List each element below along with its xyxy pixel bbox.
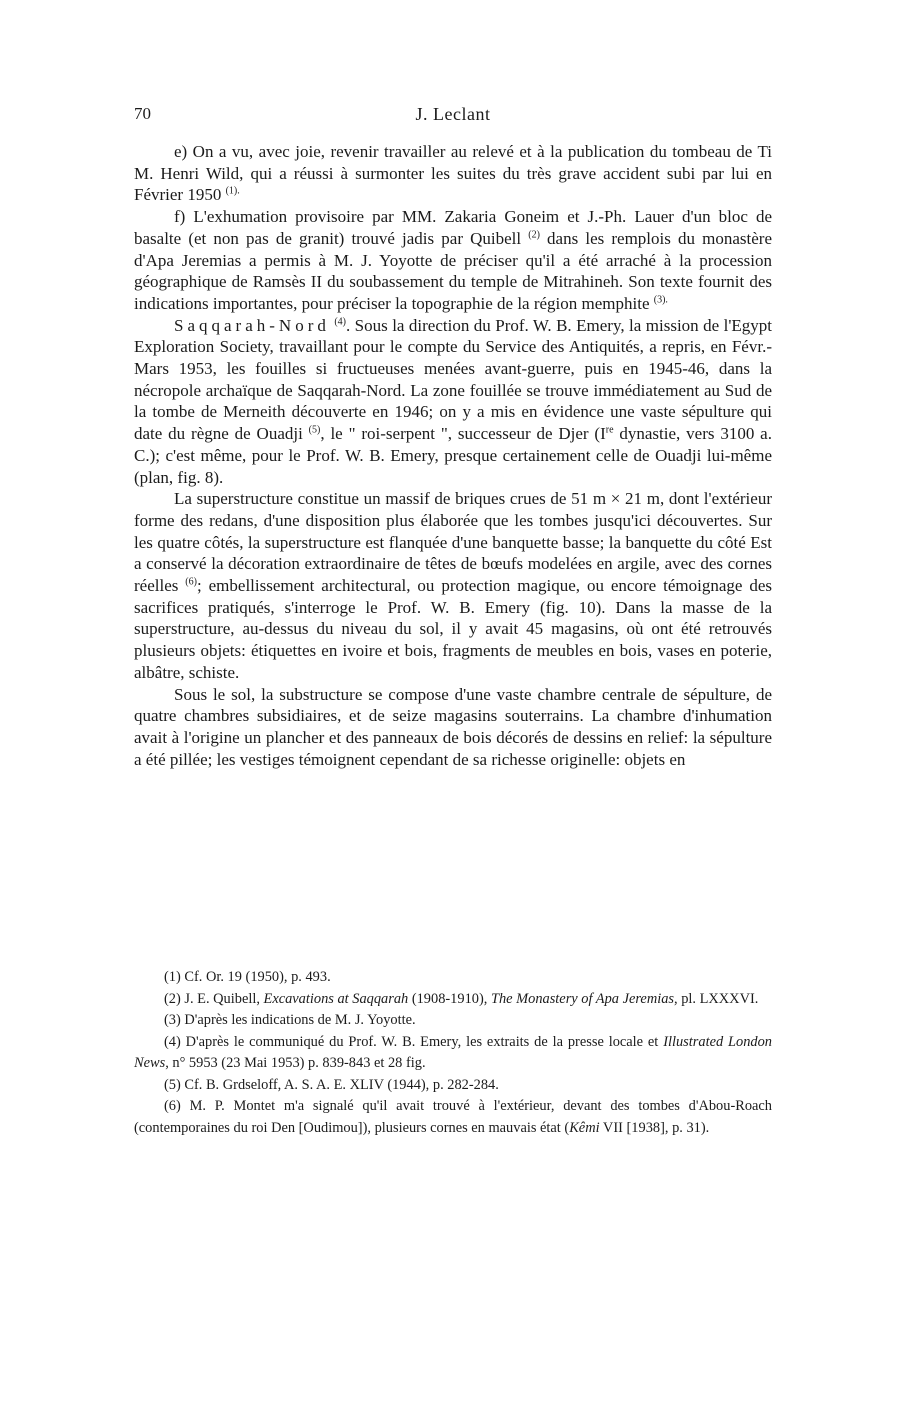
footnote-5: (5) Cf. B. Grdseloff, A. S. A. E. XLIV (1944), p. 282-284.	[164, 1076, 499, 1093]
paragraph-f: f) L'exhumation provisoire par MM. Zakaria Goneim et J.-Ph. Lauer d'un bloc de basalte (et non pas de granit) trouvé jadis par Quibell $^{(2)}$ dans les remplois du monastère d'Apa Jeremias a permis à M. J. Yoyotte de préciser qu'il a été arraché à la procession géographique de Ramsès II du soubassement du temple de Mitrahineh. Son texte fournit des indications importantes, pour préciser la topographie de la région memphite $^{(3).}$	[134, 207, 772, 313]
footnotes	[134, 967, 772, 1139]
paragraph-superstructure: La superstructure constitue un massif de briques crues de 51 m × 21 m, dont l'extérieur forme des redans, d'une disposition plus élaborée que les tombes jusqu'ici découvertes. Sur les quatre côtés, la superstructure est flanquée d'une banquette basse; la banquette du côté Est a conservé la décoration extraordinaire de têtes de bœufs modelées en argile, avec des cornes réelles $^{(6)}$; embellissement architectural, ou protection magique, ou encore témoignage des sacrifices pratiqués, s'interroge le Prof. W. B. Emery (fig. 10). Dans la masse de la superstructure, au-dessus du niveau du sol, il y avait 45 magasins, où ont été retrouvés plusieurs objets: étiquettes en ivoire et bois, fragments de meubles en bois, vases en poterie, albâtre, schiste.	[134, 489, 773, 682]
paragraph-saqqarah: Saqqarah-Nord $^{(4)}$. Sous la direction du Prof. W. B. Emery, la mission de l'Egypt Exploration Society, travaillant pour le compte du Service des Antiquités, a repris, en Févr.-Mars 1953, les fouilles si fructueuses menées avant-guerre, puis en 1945-46, dans la nécropole archaïque de Saqqarah-Nord. La zone fouillée se trouve immédiatement au Sud de la tombe de Merneith découverte en 1946; on y a mis en évidence une vaste sépulture qui date du règne de Ouadji $^{(5)}$, le " roi-serpent ", successeur de Djer (Ire dynastie, vers 3100 a. C.); c'est même, pour le Prof. W. B. Emery, presque certainement celle de Ouadji lui-même (plan, fig. 8).	[134, 315, 773, 487]
paragraph-substructure: Sous le sol, la substructure se compose d'une vaste chambre centrale de sépulture, de quatre chambres subsidiaires, et de seize magasins souterrains. La chambre d'inhumation avait à l'origine un plancher et des panneaux de bois décorés de dessins en relief: la sépulture a été pillée; les vestiges témoignent cependant de sa richesse originelle: objets en	[134, 684, 772, 769]
footnote-4: (4) D'après le communiqué du Prof. W. B. Emery, les extraits de la presse locale et Illustrated London News, n° 5953 (23 Mai 1953) p. 839-843 et 28 fig.	[134, 1033, 772, 1071]
footnote-6: (6) M. P. Montet m'a signalé qu'il avait trouvé à l'extérieur, devant des tombes d'Abou-Roach (contemporaines du roi Den [Oudimou]), plusieurs cornes en mauvais état (Kêmi VII [1938], p. 31).	[134, 1098, 772, 1136]
footnote-2: (2) J. E. Quibell, Excavations at Saqqarah (1908-1910), The Monastery of Apa Jeremias, pl. LXXXVI.	[164, 990, 759, 1007]
page-number: 70	[134, 104, 151, 123]
note-ref-6: (6)	[185, 576, 197, 588]
footnote-1: (1) Cf. Or. 19 (1950), p. 493.	[164, 969, 331, 985]
note-ref-3: (3).	[653, 294, 668, 306]
main-text	[134, 141, 772, 770]
section-heading: Saqqarah-Nord	[174, 315, 330, 335]
paragraph-e: e) On a vu, avec joie, revenir travailler au relevé et à la publication du tombeau de Ti M. Henri Wild, qui a réussi à surmonter les suites du très grave accident subi par lui en Février 1950 $^{(1).}$	[134, 142, 772, 205]
running-head: J. Leclant	[415, 104, 491, 124]
note-ref-4: (4)	[334, 315, 346, 327]
note-ref-5: (5)	[308, 424, 321, 436]
note-ref-1: (1).	[225, 185, 240, 197]
page-header	[134, 104, 772, 130]
footnote-3: (3) D'après les indications de M. J. Yoyotte.	[164, 1012, 416, 1028]
note-ref-2: (2)	[528, 229, 540, 241]
